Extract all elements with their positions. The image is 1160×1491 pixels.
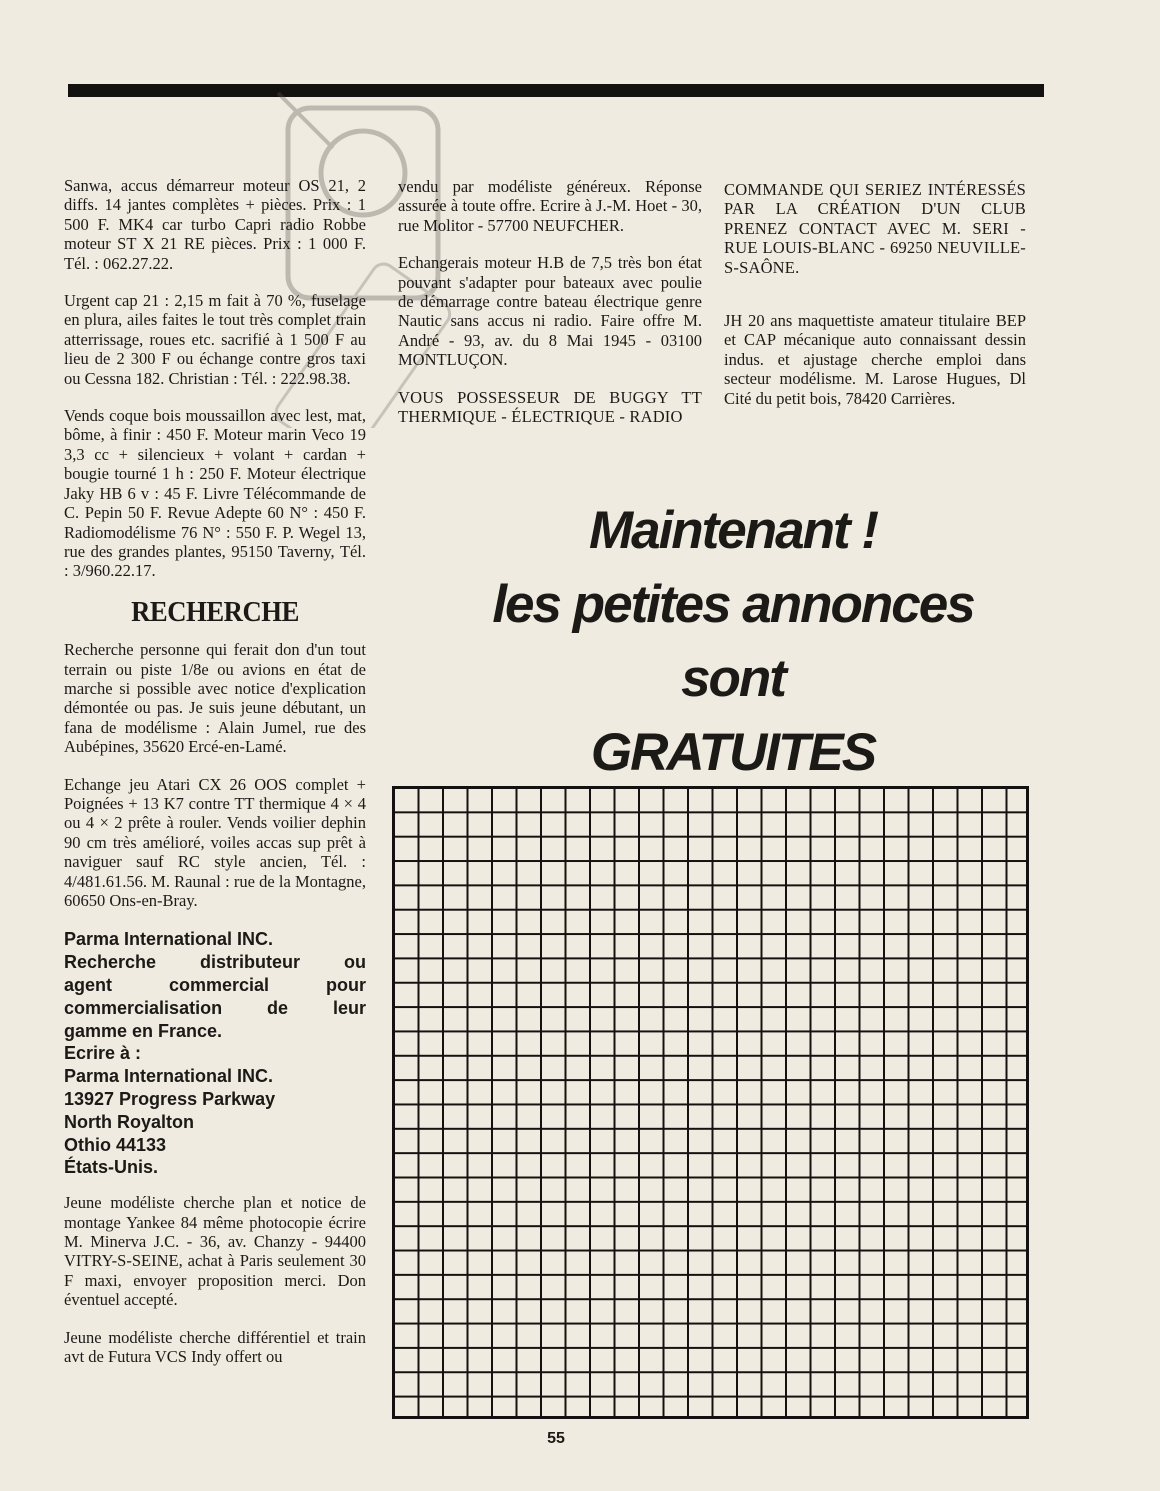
top-rule bbox=[68, 84, 1044, 97]
headline-line: les petites annonces bbox=[492, 575, 974, 634]
parma-line: Othio 44133 bbox=[64, 1134, 167, 1155]
parma-line: Recherche distributeur ou bbox=[64, 952, 366, 973]
ad-submission-grid[interactable] bbox=[392, 786, 1029, 1419]
classified-ad: VOUS POSSESSEUR DE BUGGY TT THERMIQUE - ÉLECTRIQUE - RADIO bbox=[398, 387, 702, 427]
classified-ad: Recherche personne qui ferait don d'un tout terrain ou piste 1/8e ou avions en état de marche si possible avec notice d'explication démontée ou pas. Je suis jeune débutant, un fana de modélisme : Alain Jumel, rue des Aubépines, 35620 Ercé-en-Lamé. bbox=[64, 640, 366, 757]
classified-ad: Vends coque bois moussaillon avec lest, mat, bôme, à finir : 450 F. Moteur marin Veco 19 3,3 cc + silencieux + volant + cardan + bougie tourné 1 h : 250 F. Moteur électrique Jaky HB 6 v : 45 F. Livre Télécommande de C. Pepin 50 F. Revue Adepte 60 N° : 450 F. Radiomodélisme 76 N° : 550 F. P. Wegel 13, rue des grandes plantes, 95150 Taverny, Tél. : 3/960.22.17. bbox=[64, 406, 366, 581]
parma-line: États-Unis. bbox=[64, 1157, 159, 1178]
parma-line: commercialisation de leur bbox=[64, 997, 366, 1018]
classified-ad: Sanwa, accus démarreur moteur OS 21, 2 diffs. 14 jantes complètes + pièces. Prix : 1 500 F. MK4 car turbo Capri radio Robbe moteur ST X 21 RE pièces. Prix : 1 000 F. Tél. : 062.27.22. bbox=[64, 176, 366, 273]
right-column bbox=[724, 180, 1026, 426]
parma-line: gamme en France. bbox=[64, 1020, 223, 1041]
classified-ad: Echange jeu Atari CX 26 OOS complet + Poignées + 13 K7 contre TT thermique 4 × 4 ou 4 × 2 prête à rouler. Vends voilier dephin 90 cm très amélioré, voiles accas sup prêt à naviguer sauf RC style ancien, Tél. : 4/481.61.56. M. Raunal : rue de la Montagne, 60650 Ons-en-Bray. bbox=[64, 774, 366, 910]
parma-line: 13927 Progress Parkway bbox=[64, 1088, 276, 1109]
classified-ad: Urgent cap 21 : 2,15 m fait à 70 %, fuselage en plura, ailes faites le tout très complet train atterrissage, roues etc. sacrifié à 1 500 F au lieu de 2 300 F ou échange contre gros taxi ou Cessna 182. Christian : Tél. : 222.98.38. bbox=[64, 291, 366, 388]
section-heading-recherche: RECHERCHE bbox=[131, 595, 299, 628]
parma-line: agent commercial pour bbox=[64, 975, 366, 995]
classified-ad: COMMANDE QUI SERIEZ INTÉRESSÉS PAR LA CRÉATION D'UN CLUB PRENEZ CONTACT AVEC M. SERI - RUE LOUIS-BLANC - 69250 NEUVILLE-S-SAÔNE. bbox=[724, 180, 1026, 277]
parma-international-ad bbox=[64, 928, 366, 1179]
parma-line: Ecrire à : bbox=[64, 1043, 142, 1064]
headline-line: Maintenant ! bbox=[588, 501, 878, 560]
parma-line: Parma International INC. bbox=[64, 929, 274, 950]
headline-line: GRATUITES bbox=[590, 723, 876, 782]
classified-ad: Jeune modéliste cherche différentiel et train avt de Futura VCS Indy offert ou bbox=[64, 1327, 366, 1367]
headline-line: sont bbox=[681, 649, 785, 708]
free-ads-headline bbox=[380, 494, 1086, 790]
parma-line: Parma International INC. bbox=[64, 1066, 274, 1087]
classified-ad: vendu par modéliste généreux. Réponse assurée à toute offre. Ecrire à J.-M. Hoet - 30, rue Molitor - 57700 NEUFCHER. bbox=[398, 177, 702, 235]
page-number: 55 bbox=[547, 1430, 565, 1447]
parma-line: North Royalton bbox=[64, 1111, 194, 1132]
left-column bbox=[64, 176, 366, 1384]
classified-ad: Jeune modéliste cherche plan et notice de montage Yankee 84 même photocopie écrire M. Minerva J.C. - 36, av. Chanzy - 94400 VITRY-S-SEINE, achat à Paris seulement 30 F maxi, envoyer proposition merci. Don éventuel accepté. bbox=[64, 1193, 366, 1310]
middle-column bbox=[398, 177, 702, 444]
classified-ad: Echangerais moteur H.B de 7,5 très bon état pouvant s'adapter pour bateaux avec poulie de démarrage contre bateau électrique genre Nautic sans accus ni radio. Faire offre M. André - 93, av. du 8 Mai 1945 - 03100 MONTLUÇON. bbox=[398, 253, 702, 370]
classified-ad: JH 20 ans maquettiste amateur titulaire BEP et CAP mécanique auto connaissant dessin indus. et ajustage cherche emploi dans secteur modélisme. M. Larose Hugues, Dl Cité du petit bois, 78420 Carrières. bbox=[724, 311, 1026, 408]
